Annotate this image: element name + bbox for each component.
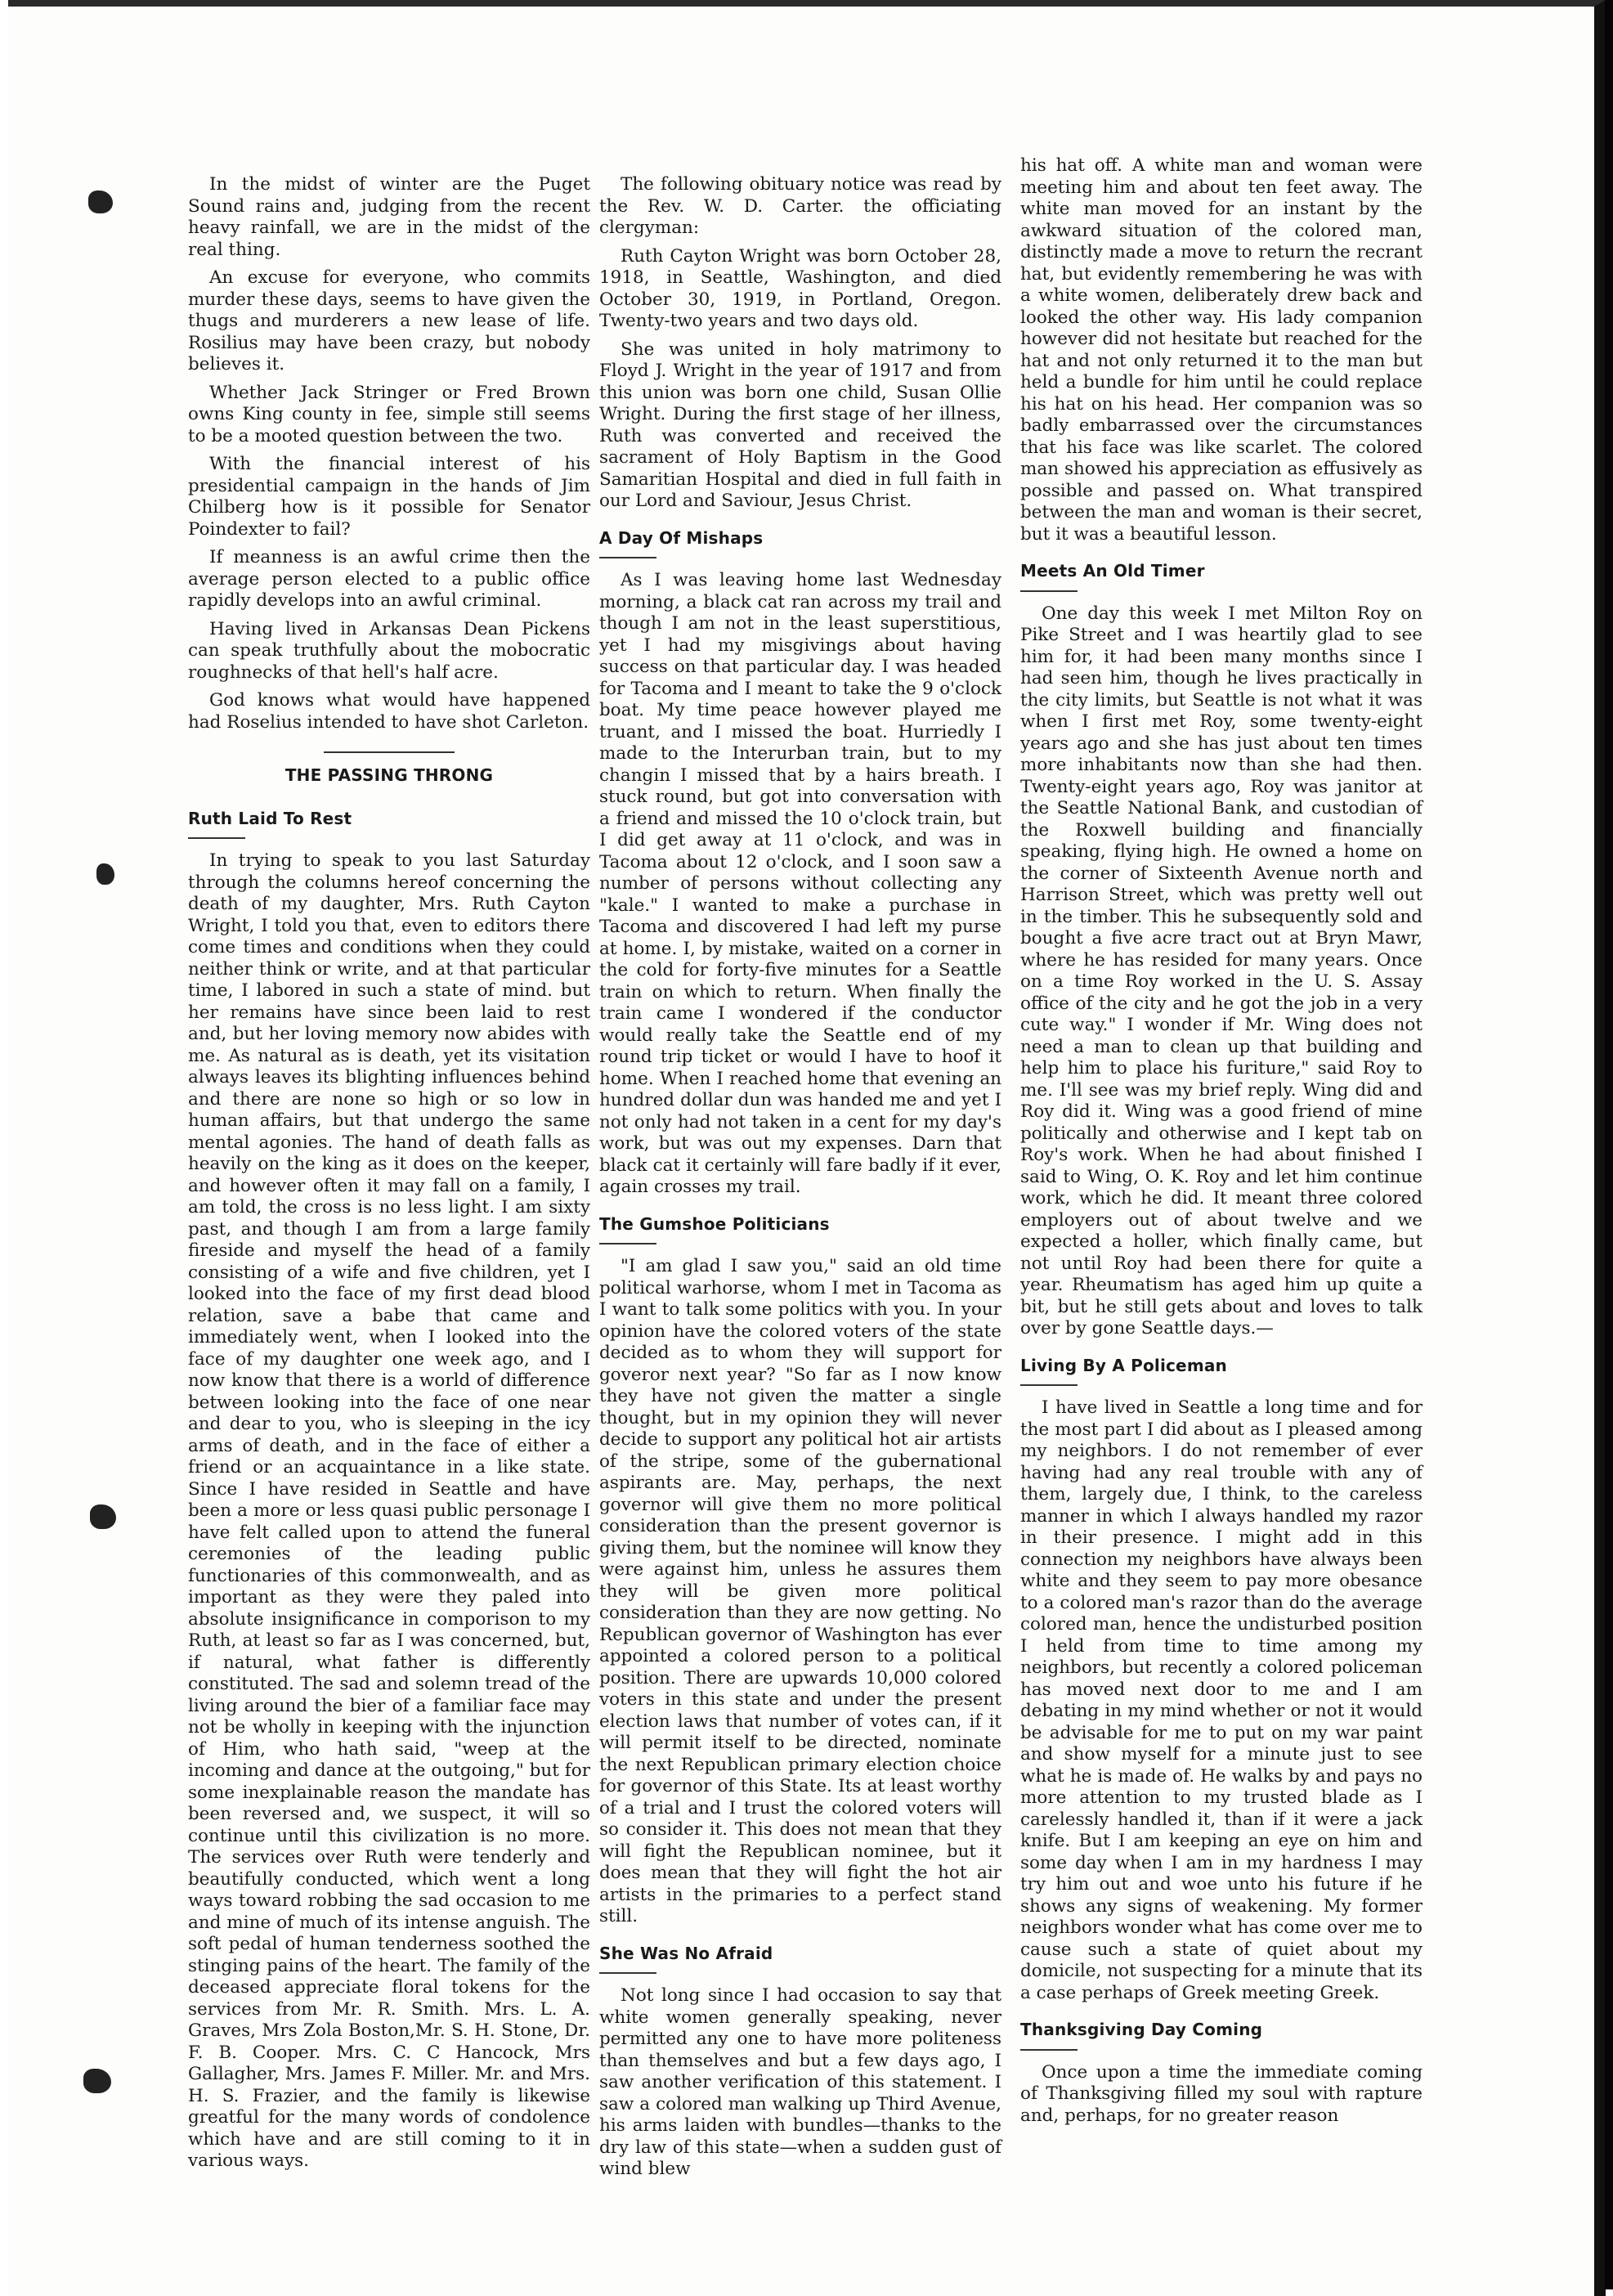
article-body-afraid-continued: his hat off. A white man and woman were meeting him and about ten feet away. The white man moved for an instant by the awkward situation of the colored man, distinctly made a move to return the recrant hat, but evidently remembering he was with a white women, deliberately drew back and looked the other way. His lady companion however did not hesitate but reached for the hat and not only returned it to the man but held a bundle for him until he could replace his hat on his head. Her companion was so badly embarrassed over the circumstances that his face was like scarlet. The colored man showed his appreciation as effusively as possible and passed on. What transpired between the man and woman is their secret, but it was a beautiful lesson. [1020, 155, 1423, 545]
editorial-paragraph: Having lived in Arkansas Dean Pickens can speak truthfully about the mobocratic roughnecks of that hell's half acre. [188, 618, 590, 683]
editorial-paragraph: An excuse for everyone, who commits murder these days, seems to have given the thugs and murderers a new lease of life. Rosilius may have been crazy, but nobody believes it. [188, 267, 590, 374]
heading-rule [599, 1972, 656, 1974]
column-middle [599, 174, 1001, 2187]
column-right [1020, 155, 1423, 2133]
obituary-intro: The following obituary notice was read by the Rev. W. D. Carter. the officiating clergyman: [599, 174, 1001, 238]
heading-rule [1020, 590, 1078, 592]
article-body-afraid: Not long since I had occasion to say that white women generally speaking, never permitted any one to have more politeness than themselves and but a few days ago, I saw another verification of this statement. I saw a colored man walking up Third Avenue, his arms laiden with bundles—thanks to the dry law of this state—when a sudden gust of wind blew [599, 1985, 1001, 2179]
obituary-paragraph: Ruth Cayton Wright was born October 28, 1918, in Seattle, Washington, and died October 30, 1919, in Portland, Oregon. Twenty-two years and two days old. [599, 245, 1001, 331]
editorial-paragraph: If meanness is an awful crime then the average person elected to a public office rapidly develops into an awful criminal. [188, 547, 590, 611]
article-heading-gumshoe: The Gumshoe Politicians [599, 1213, 830, 1234]
heading-rule [1020, 2049, 1078, 2051]
section-title: THE PASSING THRONG [285, 765, 494, 785]
margin-blot-1 [88, 191, 113, 213]
editorial-paragraph: In the midst of winter are the Puget Sound rains and, judging from the recent heavy rainfall, we are in the midst of the real thing. [188, 174, 590, 260]
heading-rule [188, 837, 245, 839]
column-left [188, 174, 590, 2179]
article-heading-mishaps: A Day Of Mishaps [599, 527, 764, 548]
heading-rule [599, 557, 656, 558]
binding-edge [1605, 0, 1613, 2289]
margin-blot-2 [96, 863, 114, 885]
article-body-old-timer: One day this week I met Milton Roy on Pike Street and I was heartily glad to see him for, it had been many months since I had seen him, though he lives practically in the city limits, but Seattle is not what it was when I first met Roy, some twenty-eight years ago and she has just about ten times more inhabitants now than she had then. Twenty-eight years ago, Roy was janitor at the Seattle National Bank, and custodian of the Roxwell building and financially speaking, flying high. He owned a home on the corner of Sixteenth Avenue north and Harrison Street, which was pretty well out in the timber. This he subsequently sold and bought a five acre tract out at Bryn Mawr, where he has resided for many years. Once on a time Roy worked in the U. S. Assay office of the city and he got the job in a very cute way." I wonder if Mr. Wing does not need a man to clean up that building and help him to place his furiture," said Roy to me. I'll see was my brief reply. Wing did and Roy did it. Wing was a good friend of mine politically and otherwise and I kept tab on Roy's work. When he had about finished I said to Wing, O. K. Roy and let him continue work, which he did. It meant three colored employers out of about twelve and we expected a holler, which finally came, but not until Roy had been there for quite a year. Rheumatism has aged him up quite a bit, but he still gets about and loves to talk over by gone Seattle days.— [1020, 603, 1423, 1339]
heading-rule [1020, 1384, 1078, 1386]
article-body-gumshoe: "I am glad I saw you," said an old time political warhorse, whom I met in Tacoma as I want to talk some politics with you. In your opinion have the colored voters of the state decided as to whom they will support for goveror next year? "So far as I now know they have not given the matter a single thought, but in my opinion they will never decide to support any political hot air artists of the stripe, some of the gubernational aspirants are. May, perhaps, the next governor will give them no more political consideration than the present governor is giving them, but the nominee will know they were against him, unless he assures them they will be given more political consideration than they are now getting. No Republican governor of Washington has ever appointed a colored person to a political position. There are upwards 10,000 colored voters in this state and under the present election laws that number of votes can, if it will permit itself to be directed, nominate the next Republican primary election choice for governor of this State. Its at least worthy of a trial and I trust the colored voters will so consider it. This does not mean that they will fight the Republican nominee, but it does mean that they will fight the hot air artists in the primaries to a perfect stand still. [599, 1256, 1001, 1926]
editorial-paragraph: With the financial interest of his presidential campaign in the hands of Jim Chilberg how is it possible for Senator Poindexter to fail? [188, 454, 590, 540]
article-body-thanksgiving: Once upon a time the immediate coming of Thanksgiving filled my soul with rapture and, perhaps, for no greater reason [1020, 2061, 1423, 2126]
article-heading-afraid: She Was No Afraid [599, 1943, 773, 1963]
heading-rule [599, 1243, 656, 1244]
editorial-paragraph: God knows what would have happened had Roselius intended to have shot Carleton. [188, 690, 590, 733]
newspaper-page [8, 0, 1606, 2296]
margin-blot-4 [83, 2069, 111, 2093]
article-body-policeman: I have lived in Seattle a long time and for the most part I did about as I pleased among my neighbors. I do not remember of ever having had any real trouble with any of them, largely due, I think, to the careless manner in which I always handled my razor in their presence. I might add in this connection my neighbors have always been white and they seem to pay more obesance to a colored man's razor than do the average colored man, hence the undisturbed position I held from time to time among my neighbors, but recently a colored policeman has moved next door to me and I am debating in my mind whether or not it would be advisable for me to put on my war paint and show myself for a minute just to see what he is made of. He walks by and pays no more attention to my trusted blade as I carelessly handled it, than if it were a jack knife. But I am keeping an eye on him and some day when I am in my hardness I may try him out and woe unto his future if he shows any signs of weakening. My former neighbors wonder what has come over me to cause such a state of quiet about my domicile, not suspecting for a minute that its a case perhaps of Greek meeting Greek. [1020, 1397, 1423, 2003]
article-heading-old-timer: Meets An Old Timer [1020, 561, 1205, 581]
obituary-paragraph: She was united in holy matrimony to Floyd J. Wright in the year of 1917 and from this union was born one child, Susan Ollie Wright. During the first stage of her illness, Ruth was converted and received the sacrament of Holy Baptism in the Good Samaritian Hospital and died in full faith in our Lord and Saviour, Jesus Christ. [599, 339, 1001, 511]
editorial-paragraph: Whether Jack Stringer or Fred Brown owns King county in fee, simple still seems to be a mooted question between the two. [188, 382, 590, 446]
margin-blot-3 [90, 1505, 116, 1529]
article-heading-policeman: Living By A Policeman [1020, 1355, 1227, 1375]
section-divider [324, 751, 455, 753]
article-heading-thanksgiving: Thanksgiving Day Coming [1020, 2020, 1263, 2039]
article-heading-ruth: Ruth Laid To Rest [188, 808, 352, 828]
article-body-mishaps: As I was leaving home last Wednesday morning, a black cat ran across my trail and though I am not in the least superstitious, yet I had my misgivings about having success on that particular day. I was headed for Tacoma and I meant to take the 9 o'clock boat. My time peace however played me truant, and I missed the boat. Hurriedly I made to the Interurban train, but to my changin I missed that by a hairs breath. I stuck round, but got into conversation with a friend and missed the 10 o'clock train, but I did get away at 11 o'clock, and was in Tacoma about 12 o'clock, and I soon saw a number of persons without collecting any "kale." I wanted to make a purchase in Tacoma and discovered I had left my purse at home. I, by mistake, waited on a corner in the cold for forty-five minutes for a Seattle train on which to return. When finally the train came I wondered if the conductor would really take the Seattle end of my round trip ticket or would I have to hoof it home. When I reached home that evening an hundred dollar dun was handed me and yet I not only had not taken in a cent for my day's work, but was out my expenses. Darn that black cat it certainly will fare badly if it ever, again crosses my trail. [599, 570, 1001, 1197]
article-body-ruth: In trying to speak to you last Saturday through the columns hereof concerning the death of my daughter, Mrs. Ruth Cayton Wright, I told you that, even to editors there come times and conditions when they could neither think or write, and at that particular time, I labored in such a state of mind. but her remains have since been laid to rest and, but her loving memory now abides with me. As natural as is death, yet its visitation always leaves its blighting influences behind and there are none so high or so low in human affairs, but that undergo the same mental agonies. The hand of death falls as heavily on the king as it does on the keeper, and however often it may fall on a family, I am told, the cross is no less light. I am sixty past, and though I am from a large family fireside and myself the head of a family consisting of a wife and five children, yet I looked into the face of my first dead blood relation, save a babe that came and immediately went, when I looked into the face of my daughter one week ago, and I now know that there is a world of difference between looking into the face of one near and dear to you, who is sleeping in the icy arms of death, and in the face of either a friend or an acquaintance in a like state. Since I have resided in Seattle and have been a more or less quasi public personage I have felt called upon to attend the funeral ceremonies of the leading public functionaries of this commonwealth, and as important as they were they paled into absolute insignificance in comporison to my Ruth, at least so far as I was concerned, but, if natural, what father is differently constituted. The sad and solemn tread of the living around the bier of a familiar face may not be wholly in keeping with the injunction of Him, who hath said, "weep at the incoming and dance at the outgoing," but for some inexplainable reason the mandate has been reversed and, we suspect, it will so continue until this civilization is no more. The services over Ruth were tenderly and beautifully conducted, which went a long ways toward robbing the sad occasion to me and mine of much of its intense anguish. The soft pedal of human tenderness soothed the stinging pains of the heart. The family of the deceased appreciate floral tokens for the services from Mr. R. Smith. Mrs. L. A. Graves, Mrs Zola Boston,Mr. S. H. Stone, Dr. F. B. Cooper. Mrs. C. C Hancock, Mrs Gallagher, Mrs. James F. Miller. Mr. and Mrs. H. S. Frazier, and the family is likewise greatful for the many words of condolence which have and are still coming to it in various ways. [188, 850, 590, 2171]
